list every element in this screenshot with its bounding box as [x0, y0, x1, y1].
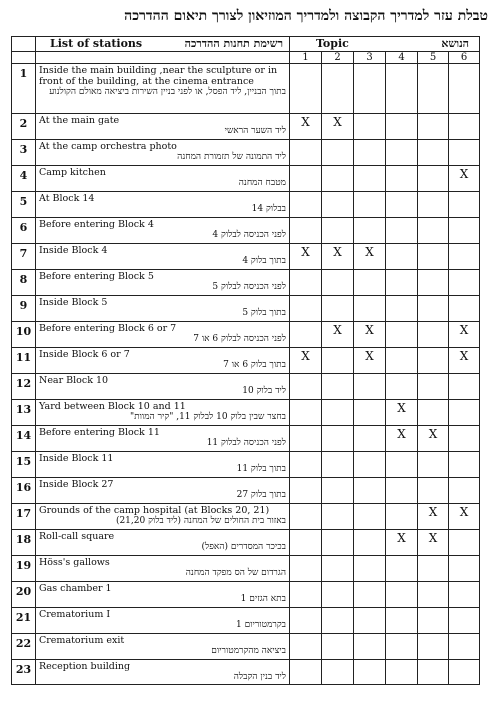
- topic-6-mark: [449, 556, 480, 582]
- topic-2-mark: X: [322, 322, 354, 348]
- station-cell: [36, 140, 290, 166]
- topic-1-mark: [290, 374, 322, 400]
- station-number: 10: [12, 322, 36, 348]
- table-row: [12, 530, 480, 556]
- station-cell: [36, 478, 290, 504]
- topic-2-mark: [322, 296, 354, 322]
- topic-1-mark: [290, 556, 322, 582]
- topic-3-mark: [354, 478, 386, 504]
- topic-5-mark: [418, 452, 449, 478]
- topic-2-mark: [322, 452, 354, 478]
- topic-number-2: 2: [322, 52, 354, 64]
- station-name-en: Grounds of the camp hospital (at Blocks 20, 21): [39, 505, 270, 516]
- topic-5-mark: [418, 244, 449, 270]
- station-name-en: Inside the main building ,near the sculpture or in front of the building, at the cinema entrance: [39, 65, 278, 87]
- topic-header: [290, 37, 480, 52]
- station-cell: [36, 452, 290, 478]
- station-number: 8: [12, 270, 36, 296]
- station-cell: [36, 296, 290, 322]
- topic-1-mark: X: [290, 348, 322, 374]
- topic-4-mark: [386, 218, 418, 244]
- topic-3-mark: [354, 556, 386, 582]
- table-row: [12, 608, 480, 634]
- topic-5-mark: [418, 478, 449, 504]
- topic-1-mark: [290, 322, 322, 348]
- table-row: [12, 218, 480, 244]
- station-cell: [36, 192, 290, 218]
- topic-4-mark: [386, 64, 418, 114]
- station-number: 1: [12, 64, 36, 114]
- topic-1-mark: [290, 166, 322, 192]
- topic-6-mark: [449, 478, 480, 504]
- station-name-en: Inside Block 6 or 7: [39, 349, 130, 360]
- topic-6-mark: [449, 192, 480, 218]
- topic-3-mark: [354, 634, 386, 660]
- topic-6-mark: [449, 244, 480, 270]
- table-row: [12, 296, 480, 322]
- topic-5-mark: [418, 218, 449, 244]
- topic-1-mark: [290, 478, 322, 504]
- topic-2-mark: [322, 582, 354, 608]
- topic-3-mark: X: [354, 322, 386, 348]
- station-number: 16: [12, 478, 36, 504]
- topic-1-mark: [290, 504, 322, 530]
- station-name-en: Crematorium exit: [39, 635, 125, 646]
- topic-1-mark: [290, 64, 322, 114]
- station-name-en: Before entering Block 6 or 7: [39, 323, 177, 334]
- topic-2-mark: [322, 140, 354, 166]
- station-name-he: הגרדום של הס מפקד המחנה: [185, 568, 286, 578]
- station-name-he: בתוך בלוק 6 או 7: [223, 360, 286, 370]
- topic-6-mark: [449, 608, 480, 634]
- station-name-he: לפני הכניסה לבלוק 5: [212, 282, 286, 292]
- topic-5-mark: X: [418, 426, 449, 452]
- topic-3-mark: X: [354, 348, 386, 374]
- station-name-he: בתוך הבניין, ליד הפסל, או לפני בניין השירות ביציאה מאולם הקולנוע: [49, 87, 286, 97]
- topic-2-mark: [322, 192, 354, 218]
- topic-5-mark: [418, 192, 449, 218]
- topic-2-mark: [322, 608, 354, 634]
- station-name-en: Before entering Block 5: [39, 271, 154, 282]
- station-number: 6: [12, 218, 36, 244]
- topic-2-mark: X: [322, 244, 354, 270]
- table-row: [12, 426, 480, 452]
- topic-number-3: 3: [354, 52, 386, 64]
- topic-5-mark: [418, 400, 449, 426]
- station-name-he: בתא הגזים 1: [240, 594, 286, 604]
- station-number: 5: [12, 192, 36, 218]
- station-number: 22: [12, 634, 36, 660]
- table-row: [12, 634, 480, 660]
- topic-2-mark: [322, 400, 354, 426]
- topic-4-mark: [386, 348, 418, 374]
- topic-6-mark: [449, 374, 480, 400]
- table-row: [12, 348, 480, 374]
- station-cell: [36, 634, 290, 660]
- topic-2-mark: [322, 374, 354, 400]
- topic-3-mark: [354, 426, 386, 452]
- topic-6-mark: X: [449, 504, 480, 530]
- topic-1-mark: [290, 608, 322, 634]
- topic-5-mark: [418, 140, 449, 166]
- topic-3-mark: [354, 192, 386, 218]
- topic-3-mark: [354, 270, 386, 296]
- topic-5-mark: [418, 582, 449, 608]
- topic-2-mark: X: [322, 114, 354, 140]
- topic-5-mark: [418, 114, 449, 140]
- station-number: 20: [12, 582, 36, 608]
- topic-1-mark: [290, 426, 322, 452]
- station-cell: [36, 582, 290, 608]
- table-row: [12, 452, 480, 478]
- station-number: 14: [12, 426, 36, 452]
- station-cell: [36, 374, 290, 400]
- table-row: [12, 322, 480, 348]
- topic-6-mark: [449, 400, 480, 426]
- station-name-en: Inside Block 4: [39, 245, 108, 256]
- station-number: 15: [12, 452, 36, 478]
- station-name-he: מטבח המחנה: [238, 178, 286, 188]
- station-cell: [36, 660, 290, 685]
- topic-5-mark: [418, 608, 449, 634]
- topic-3-mark: [354, 166, 386, 192]
- table-row: [12, 64, 480, 114]
- table-row: [12, 166, 480, 192]
- topic-5-mark: [418, 660, 449, 685]
- topic-4-mark: [386, 192, 418, 218]
- station-name-en: Inside Block 27: [39, 479, 114, 490]
- topic-3-mark: [354, 504, 386, 530]
- station-cell: [36, 270, 290, 296]
- topic-6-mark: [449, 452, 480, 478]
- topic-4-mark: [386, 452, 418, 478]
- table-row: [12, 478, 480, 504]
- station-name-en: Before entering Block 4: [39, 219, 154, 230]
- topic-2-mark: [322, 218, 354, 244]
- topic-4-mark: [386, 270, 418, 296]
- station-number: 18: [12, 530, 36, 556]
- topic-4-mark: [386, 166, 418, 192]
- station-name-he: ליד בנין הקבלה: [233, 672, 286, 682]
- topic-2-mark: [322, 348, 354, 374]
- station-number: 13: [12, 400, 36, 426]
- station-name-en: Camp kitchen: [39, 167, 106, 178]
- topic-3-mark: [354, 64, 386, 114]
- topic-number-6: 6: [449, 52, 480, 64]
- topic-2-mark: [322, 634, 354, 660]
- topic-5-mark: X: [418, 504, 449, 530]
- topic-3-mark: [354, 608, 386, 634]
- station-cell: [36, 530, 290, 556]
- station-cell: [36, 348, 290, 374]
- topic-4-mark: [386, 140, 418, 166]
- station-name-he: בתוך בלוק 11: [236, 464, 286, 474]
- topic-6-mark: [449, 426, 480, 452]
- station-name-he: בתוך בלוק 27: [236, 490, 286, 500]
- topic-2-mark: [322, 270, 354, 296]
- topic-6-mark: [449, 530, 480, 556]
- list-header-en: List of stations: [50, 37, 143, 50]
- topic-3-mark: [354, 400, 386, 426]
- topic-6-mark: [449, 296, 480, 322]
- topic-5-mark: [418, 64, 449, 114]
- topic-6-mark: [449, 64, 480, 114]
- topic-2-mark: [322, 426, 354, 452]
- table-row: [12, 556, 480, 582]
- topic-6-mark: [449, 218, 480, 244]
- topic-3-mark: [354, 452, 386, 478]
- topic-5-mark: [418, 634, 449, 660]
- topic-4-mark: [386, 322, 418, 348]
- table-row: [12, 660, 480, 685]
- station-number: 23: [12, 660, 36, 685]
- table-row: [12, 504, 480, 530]
- station-number: 19: [12, 556, 36, 582]
- topic-4-mark: [386, 244, 418, 270]
- topic-4-mark: [386, 608, 418, 634]
- topic-3-mark: [354, 530, 386, 556]
- station-name-en: At Block 14: [39, 193, 95, 204]
- station-number: 4: [12, 166, 36, 192]
- topic-3-mark: [354, 660, 386, 685]
- topic-2-mark: [322, 530, 354, 556]
- table-row: [12, 270, 480, 296]
- station-cell: [36, 556, 290, 582]
- topic-header-he: הנושא: [441, 37, 469, 50]
- station-name-en: Before entering Block 11: [39, 427, 160, 438]
- list-header-spacer: [36, 52, 290, 64]
- station-cell: [36, 504, 290, 530]
- topic-5-mark: [418, 166, 449, 192]
- topic-4-mark: [386, 114, 418, 140]
- station-name-en: Reception building: [39, 661, 131, 672]
- station-number: 17: [12, 504, 36, 530]
- topic-6-mark: [449, 660, 480, 685]
- topic-number-1: 1: [290, 52, 322, 64]
- topic-1-mark: [290, 452, 322, 478]
- topic-4-mark: [386, 478, 418, 504]
- topic-4-mark: [386, 660, 418, 685]
- topic-2-mark: [322, 556, 354, 582]
- topic-5-mark: [418, 348, 449, 374]
- table-row: [12, 140, 480, 166]
- station-number: 21: [12, 608, 36, 634]
- topic-4-mark: [386, 374, 418, 400]
- station-number: 3: [12, 140, 36, 166]
- station-name-en: Roll-call square: [39, 531, 115, 542]
- station-name-he: לפני הכניסה לבלוק 4: [212, 230, 286, 240]
- topic-6-mark: [449, 634, 480, 660]
- station-cell: [36, 322, 290, 348]
- station-name-he: בתוך בלוק 5: [242, 308, 286, 318]
- topic-2-mark: [322, 660, 354, 685]
- station-name-he: בתוך בלוק 4: [242, 256, 286, 266]
- topic-2-mark: [322, 166, 354, 192]
- station-name-en: Yard between Block 10 and 11: [39, 401, 186, 412]
- station-name-en: At the main gate: [39, 115, 120, 126]
- station-name-en: Near Block 10: [39, 375, 109, 386]
- topic-1-mark: [290, 400, 322, 426]
- topic-1-mark: [290, 218, 322, 244]
- station-cell: [36, 426, 290, 452]
- station-name-he: לפני הכניסה לבלוק 6 או 7: [193, 334, 286, 344]
- topic-4-mark: X: [386, 400, 418, 426]
- topic-3-mark: X: [354, 244, 386, 270]
- page-title: טבלת עזר למדריך הקבוצה ולמדריך המוזיאון לצורך תיאום ההדרכה: [124, 8, 488, 24]
- station-name-he: בכיכר המסדרים (האפל): [201, 542, 286, 552]
- topic-3-mark: [354, 374, 386, 400]
- topic-4-mark: X: [386, 530, 418, 556]
- list-header: [36, 37, 290, 52]
- list-header-he: רשימת תחנות ההדרכה: [184, 37, 283, 50]
- header-corner: [12, 37, 36, 52]
- station-cell: [36, 166, 290, 192]
- topic-1-mark: [290, 192, 322, 218]
- station-name-he: ביציאה מהקרמטוריום: [211, 646, 286, 656]
- topic-3-mark: [354, 582, 386, 608]
- topic-5-mark: [418, 296, 449, 322]
- station-name-en: Höss's gallows: [39, 557, 110, 568]
- station-name-en: Inside Block 11: [39, 453, 114, 464]
- topic-4-mark: [386, 296, 418, 322]
- topic-1-mark: [290, 140, 322, 166]
- topic-1-mark: [290, 530, 322, 556]
- station-cell: [36, 244, 290, 270]
- topic-6-mark: [449, 114, 480, 140]
- station-name-he: ליד התמונה של תזמורת המחנה: [177, 152, 286, 162]
- table-row: [12, 114, 480, 140]
- topic-header-en: Topic: [316, 37, 349, 50]
- topic-1-mark: [290, 582, 322, 608]
- stations-table: [11, 36, 480, 685]
- station-cell: [36, 218, 290, 244]
- station-name-he: ליד השער הראשי: [224, 126, 286, 136]
- station-number: 7: [12, 244, 36, 270]
- table-row: [12, 192, 480, 218]
- topic-6-mark: [449, 140, 480, 166]
- station-name-he: באזור בית החולים של המחנה (ליד בלוק 21,20): [115, 516, 286, 526]
- topic-1-mark: X: [290, 114, 322, 140]
- topic-5-mark: [418, 374, 449, 400]
- station-cell: [36, 608, 290, 634]
- topic-number-5: 5: [418, 52, 449, 64]
- station-number: 12: [12, 374, 36, 400]
- topic-1-mark: [290, 270, 322, 296]
- topic-1-mark: X: [290, 244, 322, 270]
- topic-6-mark: X: [449, 348, 480, 374]
- topic-2-mark: [322, 478, 354, 504]
- station-name-he: בקרמטוריום 1: [236, 620, 286, 630]
- topic-1-mark: [290, 296, 322, 322]
- station-cell: [36, 114, 290, 140]
- topic-5-mark: [418, 270, 449, 296]
- topic-6-mark: X: [449, 166, 480, 192]
- station-name-he: בבלוק 14: [251, 204, 286, 214]
- station-number: 11: [12, 348, 36, 374]
- topic-2-mark: [322, 64, 354, 114]
- topic-4-mark: [386, 634, 418, 660]
- topic-5-mark: X: [418, 530, 449, 556]
- topic-5-mark: [418, 556, 449, 582]
- station-cell: [36, 400, 290, 426]
- topic-4-mark: [386, 504, 418, 530]
- topic-6-mark: X: [449, 322, 480, 348]
- station-name-he: ליד בלוק 10: [242, 386, 286, 396]
- station-name-en: Crematorium I: [39, 609, 111, 620]
- table-row: [12, 244, 480, 270]
- topic-number-4: 4: [386, 52, 418, 64]
- table-row: [12, 400, 480, 426]
- table-row: [12, 582, 480, 608]
- station-name-en: Gas chamber 1: [39, 583, 112, 594]
- topic-6-mark: [449, 270, 480, 296]
- topic-4-mark: [386, 582, 418, 608]
- topic-1-mark: [290, 660, 322, 685]
- station-cell: [36, 64, 290, 114]
- topic-4-mark: X: [386, 426, 418, 452]
- station-name-en: Inside Block 5: [39, 297, 108, 308]
- topic-4-mark: [386, 556, 418, 582]
- topic-3-mark: [354, 218, 386, 244]
- station-name-he: לפני הכניסה לבלוק 11: [206, 438, 286, 448]
- topic-6-mark: [449, 582, 480, 608]
- topic-2-mark: [322, 504, 354, 530]
- station-name-he: בחצר שבין בלוק 10 לבלוק 11, "קיר המוות": [129, 412, 286, 422]
- topic-3-mark: [354, 114, 386, 140]
- station-number: 2: [12, 114, 36, 140]
- topic-3-mark: [354, 296, 386, 322]
- station-number: 9: [12, 296, 36, 322]
- topic-1-mark: [290, 634, 322, 660]
- topic-5-mark: [418, 322, 449, 348]
- topic-3-mark: [354, 140, 386, 166]
- table-row: [12, 374, 480, 400]
- header-corner-2: [12, 52, 36, 64]
- station-name-en: At the camp orchestra photo: [39, 141, 177, 152]
